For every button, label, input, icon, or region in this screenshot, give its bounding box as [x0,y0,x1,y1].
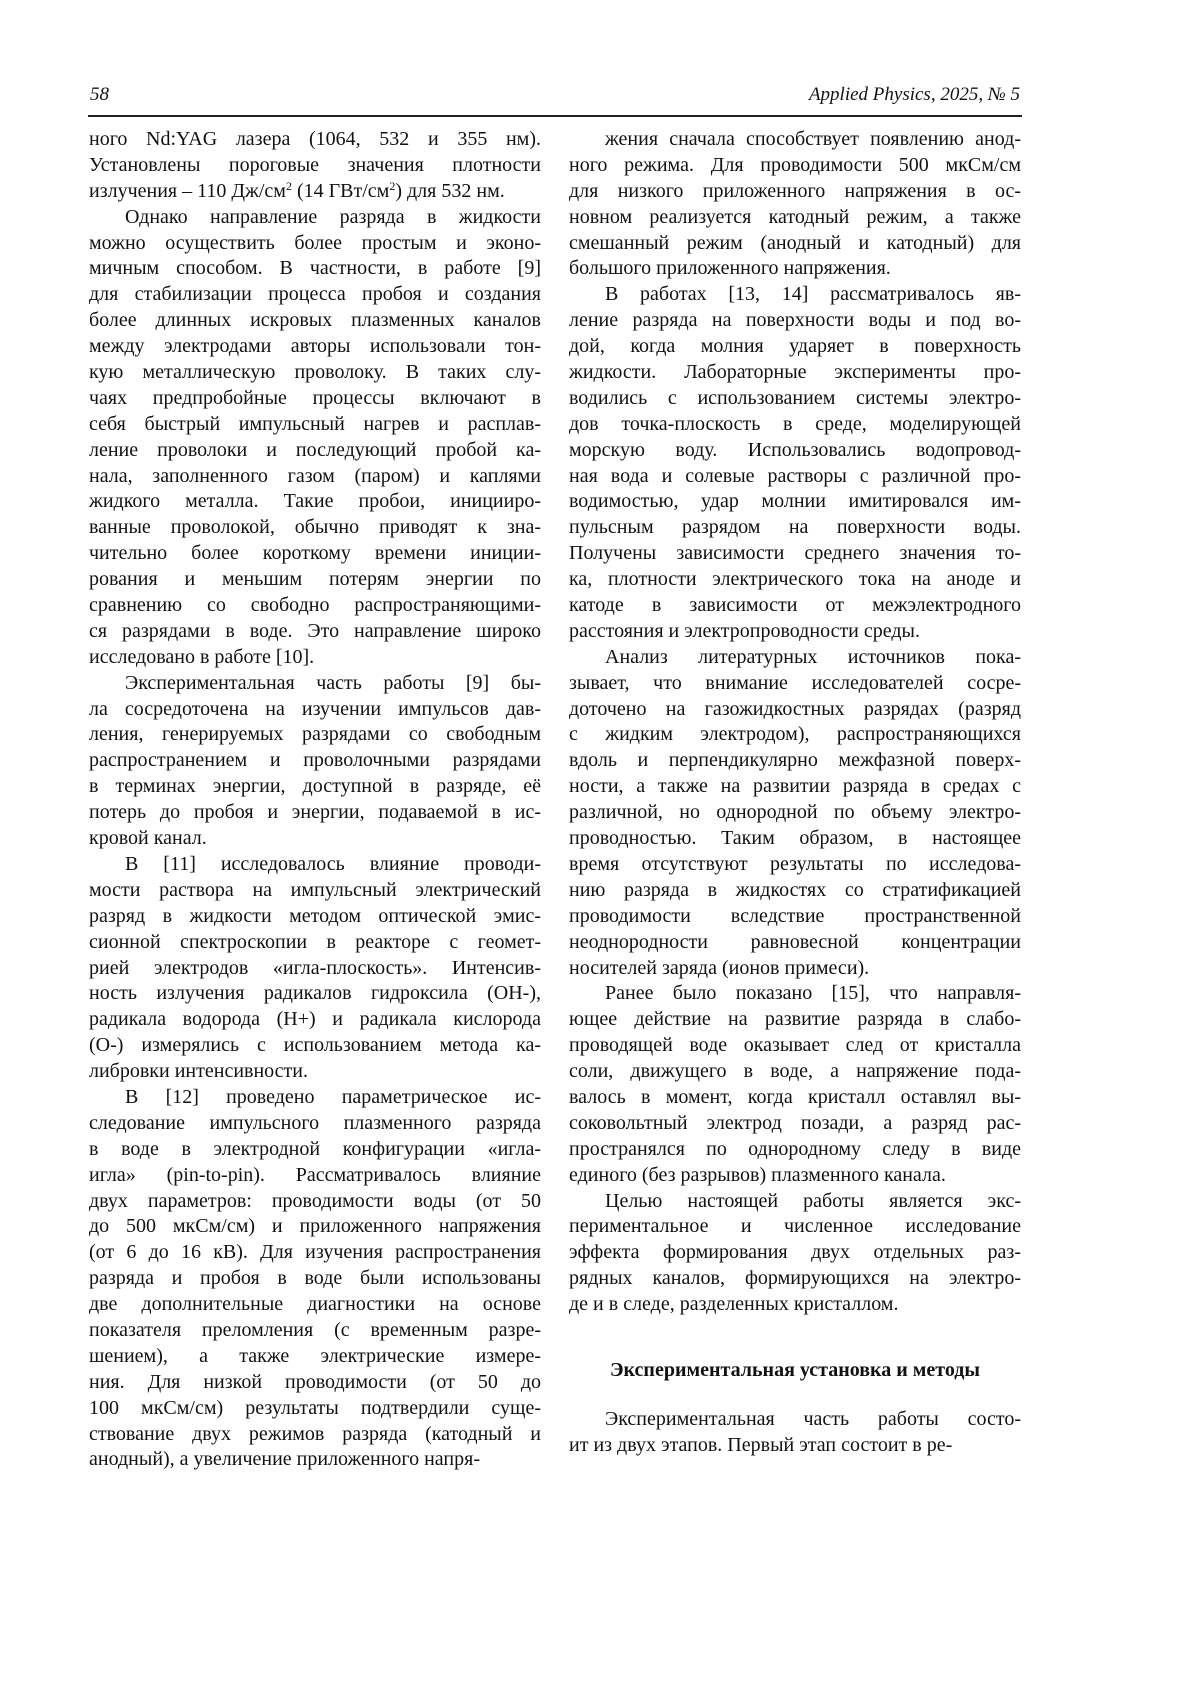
text-line: до 500 мкСм/см) и приложенного напряжения [89,1215,541,1238]
text-line: игла» (pin-to-pin). Рассматривалось влияние [89,1163,541,1186]
text-line: дой, когда молния ударяет в поверхность [569,335,1021,358]
text-line: в терминах энергии, доступной в разряде, её [89,775,541,798]
text-line: водимостью, удар молнии имитировался им- [569,490,1021,513]
text-line: валось в момент, когда кристалл оставлял вы- [569,1085,1021,1108]
text-line: ванные проволокой, обычно приводят к зна- [89,516,541,539]
text-line: носителей заряда (ионов примеси). [569,956,870,979]
text-line: ная вода и солевые растворы с различной про- [569,464,1021,487]
text-line: анодный), а увеличение приложенного напря- [89,1448,480,1471]
text-line: с жидким электродом), распространяющихся [569,723,1021,746]
paragraph [569,645,1021,982]
text-fragment: (14 ГВт/см [291,179,390,202]
text-line: большого приложенного напряжения. [569,257,891,280]
text-fragment: ) для 532 нм. [395,179,505,202]
text-line: различной, но однородной по объему электро- [569,801,1021,824]
text-line: следование импульсного плазменного разряда [89,1111,541,1134]
text-line: потерь до пробоя и энергии, подаваемой в ис- [89,801,541,824]
text-line: мичным способом. В частности, в работе [9] [89,257,541,280]
section-heading: Экспериментальная установка и методы [609,1359,981,1381]
text-line: шением), а также электрические измере- [89,1344,541,1367]
text-line: показателя преломления (с временным разре- [89,1318,541,1341]
text-line: жидкого металла. Такие пробои, иницииро- [89,490,541,513]
text-line: распространением и проволочными разрядами [89,749,541,772]
text-line: сравнению со свободно распространяющими- [89,594,541,617]
text-line: катоде в зависимости от межэлектродного [569,594,1021,617]
text-line: Экспериментальная часть работы [9] бы- [125,671,541,694]
text-line: для низкого приложенного напряжения в ос- [569,179,1021,202]
text-line: В [11] исследовалось влияние проводи- [125,852,541,875]
text-line: 100 мкСм/см) результаты подтвердили суще- [89,1396,541,1419]
text-line: ности, а также на развитии разряда в средах с [569,775,1021,798]
text-line: новном реализуется катодный режим, а также [569,205,1021,228]
paragraph [89,671,541,852]
text-line: жения сначала способствует появлению анод- [605,128,1021,150]
text-line: ющее действие на развитие разряда в слабо- [569,1008,1021,1031]
text-line: проводящей воде оказывает след от кристалла [569,1034,1021,1057]
text-line: ление разряда на поверхности воды и под во- [569,309,1021,332]
text-line: проводностью. Таким образом, в настоящее [569,827,1021,850]
text-line: смешанный режим (анодный и катодный) для [569,231,1021,254]
text-line: мости раствора на импульсный электрический [89,878,541,901]
paragraph [89,205,541,671]
text-line: (от 6 до 16 кВ). Для изучения распространения [89,1241,541,1264]
text-line [89,179,541,205]
paragraph [89,852,541,1085]
journal-header: Applied Physics, 2025, № 5 [808,84,1020,105]
text-line: более длинных искровых плазменных каналов [89,309,541,332]
text-line: ление проволоки и последующий пробой ка- [89,438,541,461]
text-line: сионной спектроскопии в реакторе с геомет- [89,930,541,953]
text-line: либровки интенсивности. [89,1060,308,1083]
text-line: ного режима. Для проводимости 500 мкСм/см [569,153,1021,176]
header-rule [88,115,1022,117]
text-line: между электродами авторы использовали тон- [89,335,541,358]
text-line: ления, генерируемых разрядами со свободным [89,723,541,746]
text-line: можно осуществить более простым и эконо- [89,231,541,254]
text-line: Ранее было показано [15], что направля- [605,982,1021,1005]
text-line: расстояния и электропроводности среды. [569,619,920,642]
text-line: Получены зависимости среднего значения то- [569,542,1021,565]
text-line: для стабилизации процесса пробоя и создания [89,283,541,306]
text-line: исследовано в работе [10]. [89,645,315,668]
text-line: Экспериментальная часть работы состо- [605,1408,1021,1430]
text-line: разряда и пробоя в воде были использованы [89,1267,541,1290]
paragraph [569,282,1021,644]
left-column [89,127,541,1473]
text-line: кровой канал. [89,827,207,850]
text-line: разряд в жидкости методом оптической эмис- [89,904,541,927]
text-line: кую металлическую проволоку. В таких слу- [89,361,541,384]
left-paragraphs [89,205,541,1474]
text-line: Целью настоящей работы является экс- [605,1189,1021,1212]
text-line: ния. Для низкой проводимости (от 50 до [89,1370,541,1393]
text-fragment: излучения – 110 Дж/см [89,179,286,202]
text-line: нию разряда в жидкостях со стратификацией [569,878,1021,901]
text-line: чаях предпробойные процессы включают в [89,386,541,409]
text-line: водились с использованием системы электро- [569,386,1021,409]
page-number: 58 [90,84,109,105]
text-line: в воде в электродной конфигурации «игла- [89,1137,541,1160]
text-line: рования и меньшим потерям энергии по [89,568,541,591]
text-line: нала, заполненного газом (паром) и каплями [89,464,541,487]
text-line: чительно более короткому времени иниции- [89,542,541,565]
text-line: проводимости вследствие пространственной [569,904,1021,927]
paragraph [89,1085,541,1473]
text-line: пульсным разрядом на поверхности воды. [569,516,1021,539]
text-line: вдоль и перпендикулярно межфазной поверх- [569,749,1021,772]
text-line: единого (без разрывов) плазменного канала. [569,1163,946,1186]
paragraph [569,127,1021,282]
paragraph [569,1189,1021,1318]
text-line: эффекта формирования двух отдельных раз- [569,1241,1021,1264]
text-line: дов точка-плоскость в среде, моделирующей [569,412,1021,435]
text-line: ного Nd:YAG лазера (1064, 532 и 355 нм). [89,128,541,150]
text-line: зывает, что внимание исследователей сосре- [569,671,1021,694]
text-line: де и в следе, разделенных кристаллом. [569,1293,899,1316]
text-line: периментальное и численное исследование [569,1215,1021,1238]
text-line: рией электродов «игла-плоскость». Интенсив- [89,956,541,979]
text-line: ность излучения радикалов гидроксила (OH-), [89,982,541,1005]
text-line: жидкости. Лабораторные эксперименты про- [569,361,1021,384]
text-line: доточено на газожидкостных разрядах (разряд [569,697,1021,720]
text-line: себя быстрый импульсный нагрев и расплав- [89,412,541,435]
text-line: радикала водорода (H+) и радикала кислорода [89,1008,541,1031]
text-line: ствование двух режимов разряда (катодный и [89,1422,541,1445]
text-line: две дополнительные диагностики на основе [89,1293,541,1316]
superscript: 2 [389,178,396,193]
text-line: соковольтный электрод позади, а разряд рас- [569,1111,1021,1134]
text-line: Установлены пороговые значения плотности [89,153,541,176]
paragraph [569,1407,1021,1459]
text-line: рядных каналов, формирующихся на электро- [569,1267,1021,1290]
text-line: неоднородности равновесной концентрации [569,930,1021,953]
text-line: морскую воду. Использовались водопровод- [569,438,1021,461]
text-line: В [12] проведено параметрическое ис- [125,1085,541,1108]
paragraph [569,981,1021,1188]
text-line: Однако направление разряда в жидкости [125,205,541,228]
text-line: В работах [13, 14] рассматривалось яв- [605,283,1021,306]
text-line: двух параметров: проводимости воды (от 50 [89,1189,541,1212]
text-line: ся разрядами в воде. Это направление широко [89,619,541,642]
superscript: 2 [285,178,292,193]
text-line: (O-) измерялись с использованием метода ка- [89,1034,541,1057]
text-line: ла сосредоточена на изучении импульсов дав- [89,697,541,720]
text-line: пространялся по однородному следу в виде [569,1137,1021,1160]
text-line: ит из двух этапов. Первый этап состоит в ре- [569,1433,953,1456]
text-line: время отсутствуют результаты по исследова- [569,852,1021,875]
text-line: Анализ литературных источников пока- [605,645,1021,668]
text-line: соли, движущего в воде, а напряжение пода- [569,1060,1021,1083]
right-column-section [569,1407,1021,1459]
right-column [569,127,1021,1318]
text-line: ка, плотности электрического тока на аноде и [569,568,1021,591]
